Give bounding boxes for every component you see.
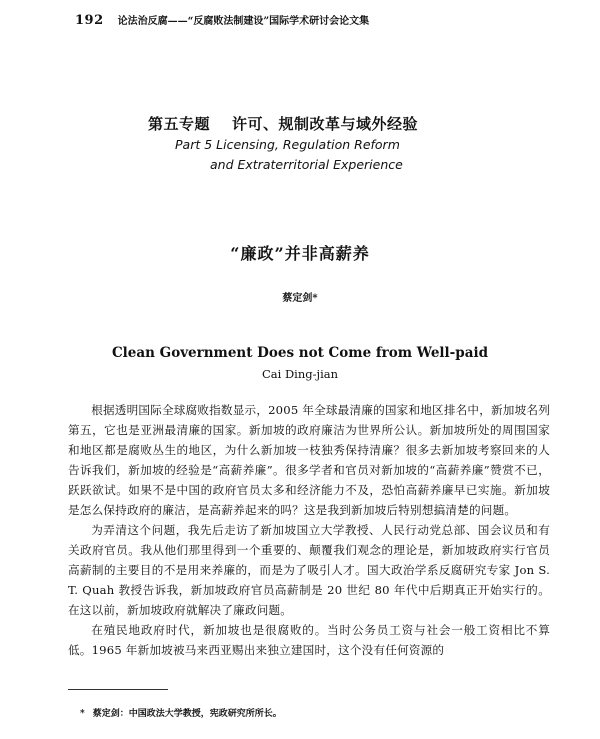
footnote	[80, 706, 282, 719]
part-heading	[148, 113, 418, 134]
part-english-line-1: Part 5 Licensing, Regulation Reform	[175, 137, 400, 152]
part-english-line-2: and Extraterritorial Experience	[210, 157, 403, 172]
article-title: “廉政”并非高薪养	[230, 244, 370, 263]
footnote-rule	[68, 689, 168, 690]
running-head-title: 论法治反腐——“反腐败法制建设”国际学术研讨会论文集	[117, 16, 370, 27]
part-label: 第五专题	[148, 115, 211, 133]
paragraph: 根据透明国际全球腐败指数显示，2005 年全球最清廉的国家和地区排名中，新加坡名列第五，它也是亚洲最清廉的国家。新加坡的政府廉洁为世界所公认。新加坡所处的周围国家和地区都是腐败丛生的地区，为什么新加坡一枝独秀保持清廉？很多去新加坡考察回来的人告诉我们，新加坡的经验是“高薪养廉”。很多学者和官员对新加坡的“高薪养廉”赞赏不已，跃跃欲试。如果不是中国的政府官员太多和经济能力不及，恐怕高薪养廉早已实施。新加坡是怎么保持政府的廉洁，是高薪养起来的吗？这是我到新加坡后特别想搞清楚的问题。	[68, 403, 550, 517]
running-head	[75, 12, 555, 28]
paragraph: 为弄清这个问题，我先后走访了新加坡国立大学教授、人民行动党总部、国会议员和有关政府官员。我从他们那里得到一个重要的、颠覆我们观念的理论是，新加坡政府实行官员高薪制的主要目的不是用来养廉的，而是为了吸引人才。国大政治学系反腐研究专家 Jon S. T. Quah 教授告诉我，新加坡政府官员高薪制是 20 世纪 80 年代中后期真正开始实行的。在这以前，新加坡政府就解决了廉政问题。	[68, 523, 550, 617]
body-text	[68, 400, 550, 660]
footnote-mark: *	[80, 709, 85, 719]
page-number: 192	[75, 13, 104, 28]
author-name: 蔡定剑*	[282, 293, 318, 304]
part-title: 许可、规制改革与域外经验	[232, 115, 419, 133]
paragraph: 在殖民地政府时代，新加坡也是很腐败的。当时公务员工资与社会一般工资相比不算低。1965 年新加坡被马来西亚赐出来独立建国时，这个没有任何资源的	[68, 623, 550, 657]
footnote-text: 蔡定剑：中国政法大学教授，宪政研究所所长。	[92, 709, 282, 719]
author-name-english: Cai Ding-jian	[261, 367, 339, 381]
article-title-english: Clean Government Does not Come from Well-paid	[111, 345, 489, 361]
